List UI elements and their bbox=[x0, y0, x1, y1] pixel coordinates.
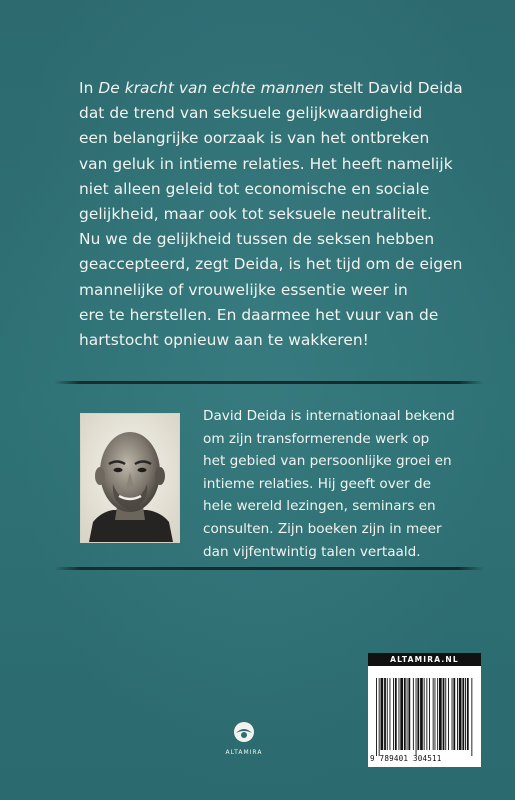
blurb-line: niet alleen geleid tot economische en sociale bbox=[79, 179, 430, 198]
blurb-line: geaccepteerd, zegt Deida, is het tijd om de eigen bbox=[79, 255, 463, 274]
blurb-line: ere te herstellen. En daarmee het vuur van de bbox=[79, 305, 439, 324]
barcode-bar bbox=[467, 678, 469, 750]
isbn-digits: 9 789401 304511 bbox=[370, 754, 442, 763]
barcode-bar bbox=[426, 678, 427, 750]
isbn-barcode bbox=[368, 666, 481, 767]
barcode-bar bbox=[437, 678, 438, 750]
barcode-bar bbox=[471, 678, 472, 756]
bio-line: dan vijfentwintig talen vertaald. bbox=[203, 543, 421, 560]
bio-line: consulten. Zijn boeken zijn in meer bbox=[203, 520, 442, 537]
barcode-bar bbox=[457, 678, 458, 750]
barcode-bar bbox=[376, 678, 377, 756]
barcode-bar bbox=[429, 678, 430, 750]
barcode-bar bbox=[417, 678, 419, 750]
bio-line: intieme relaties. Hij geeft over de bbox=[203, 475, 432, 492]
publisher-logo bbox=[222, 720, 266, 756]
altamira-logo-icon bbox=[232, 720, 256, 744]
blurb-text bbox=[79, 76, 489, 353]
barcode-bar bbox=[399, 678, 400, 750]
bio-line: David Deida is internationaal bekend bbox=[203, 408, 455, 424]
barcode-bar bbox=[424, 678, 425, 750]
barcode-bar bbox=[390, 678, 391, 750]
bio-line: hele wereld lezingen, seminars en bbox=[203, 498, 436, 515]
barcode-bar bbox=[408, 678, 410, 750]
bio-line: om zijn transformerende werk op bbox=[203, 430, 430, 447]
blurb-line bbox=[79, 76, 489, 101]
barcode-bar bbox=[379, 678, 380, 756]
barcode-bar bbox=[413, 678, 414, 750]
publisher-website: ALTAMIRA.NL bbox=[368, 653, 481, 666]
barcode-bar bbox=[435, 678, 436, 750]
blurb-line: een belangrijke oorzaak is van het ontbreken bbox=[79, 129, 430, 148]
barcode-bar bbox=[387, 678, 388, 750]
blurb-line: gelijkheid, maar ook tot seksuele neutraliteit. bbox=[79, 205, 432, 224]
barcode-bar bbox=[465, 678, 466, 750]
blurb-line-tail: stelt David Deida bbox=[324, 79, 463, 97]
barcode-bar bbox=[407, 678, 408, 750]
blurb-line: van geluk in intieme relaties. Het heeft namelijk bbox=[79, 154, 453, 173]
barcode-bar bbox=[404, 678, 406, 750]
barcode-bar bbox=[381, 678, 384, 750]
book-title-italic: De kracht van echte mannen bbox=[98, 79, 325, 97]
blurb-line: dat de trend van seksuele gelijkwaardigheid bbox=[79, 104, 423, 123]
barcode-bar bbox=[400, 678, 403, 750]
author-portrait bbox=[80, 413, 180, 543]
barcode-bar bbox=[395, 678, 397, 750]
blurb-line: Nu we de gelijkheid tussen de seksen hebben bbox=[79, 230, 435, 249]
barcode-bar bbox=[443, 678, 445, 750]
barcode-bar bbox=[393, 678, 394, 750]
author-portrait-icon bbox=[81, 414, 179, 542]
barcode-bar bbox=[448, 678, 449, 750]
barcode-bar bbox=[420, 678, 423, 750]
barcode-bar bbox=[453, 678, 455, 750]
barcode-bar bbox=[439, 678, 442, 750]
divider-bottom bbox=[54, 567, 484, 570]
barcode-bar bbox=[452, 678, 453, 750]
blurb-line: hartstocht opnieuw aan te wakkeren! bbox=[79, 331, 369, 350]
author-bio bbox=[203, 405, 493, 563]
divider-top bbox=[54, 381, 484, 384]
barcode-bar bbox=[433, 678, 434, 750]
publisher-name: ALTAMIRA bbox=[225, 749, 263, 756]
barcode-bar bbox=[445, 678, 446, 750]
barcode-label bbox=[368, 653, 481, 767]
blurb-line-lead: In bbox=[79, 79, 99, 97]
barcode-bar bbox=[416, 678, 417, 756]
barcode-bar bbox=[462, 678, 464, 750]
barcode-bar bbox=[384, 678, 386, 750]
barcode-bar bbox=[459, 678, 462, 750]
blurb-line: mannelijke of vrouwelijke essentie weer in bbox=[79, 280, 408, 299]
bio-line: het gebied van persoonlijke groei en bbox=[203, 453, 452, 470]
